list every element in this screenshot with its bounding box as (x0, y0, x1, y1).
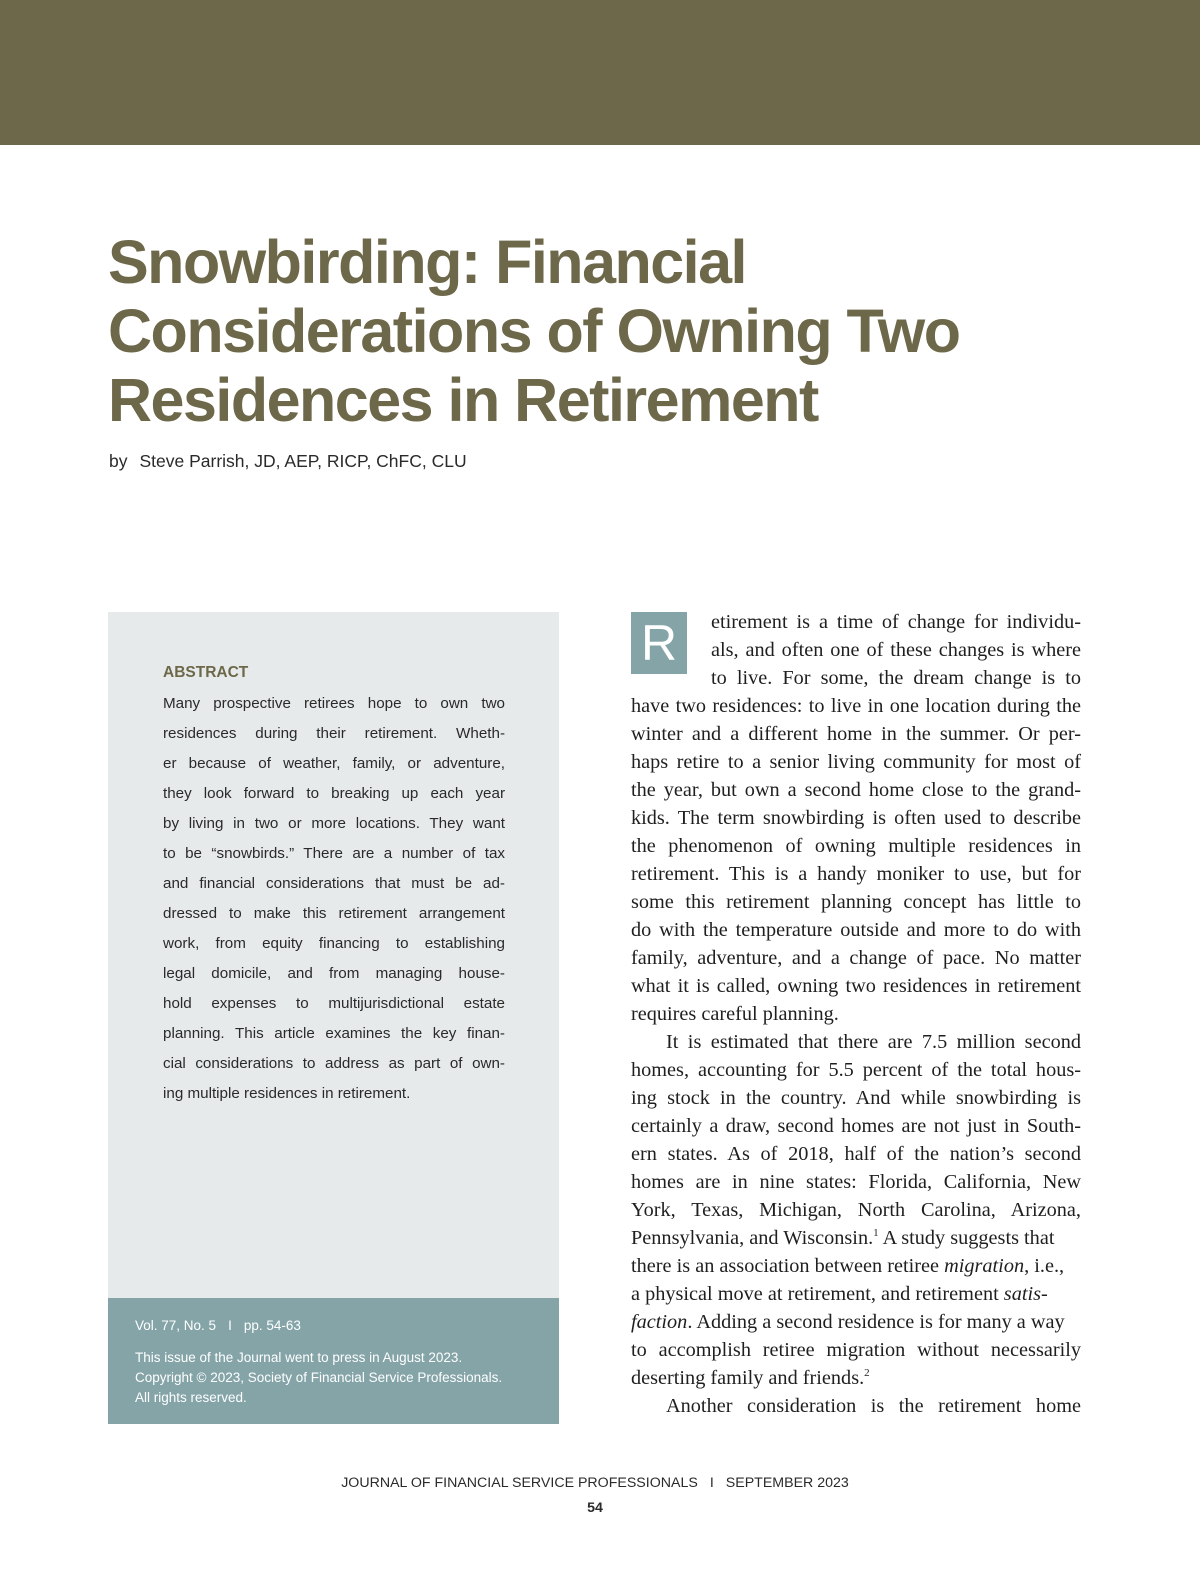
body-text: A study suggests that (878, 1227, 1055, 1249)
body-line: kids. The term snowbirding is often used to describe (631, 807, 1081, 829)
body-line: certainly a draw, second homes are not just in South- (631, 1115, 1081, 1137)
body-line: homes, accounting for 5.5 percent of the total hous- (631, 1059, 1081, 1081)
body-text: Pennsylvania, and Wisconsin. (631, 1227, 874, 1249)
abstract-line: by living in two or more locations. They want (163, 815, 505, 832)
separator: I (709, 1475, 714, 1491)
body-line: to accomplish retiree migration without necessarily (631, 1339, 1081, 1361)
body-line: als, and often one of these changes is where (711, 639, 1081, 661)
footnote-ref: 2 (864, 1367, 870, 1380)
emphasis-text: migration (944, 1255, 1025, 1277)
drop-cap: R (631, 612, 687, 674)
abstract-line: they look forward to breaking up each year (163, 785, 505, 802)
page-number: 54 (587, 1500, 603, 1516)
abstract-line: planning. This article examines the key finan- (163, 1025, 505, 1042)
abstract-line: ing multiple residences in retirement. (163, 1085, 411, 1102)
article-title (108, 228, 1058, 435)
abstract-line: legal domicile, and from managing house- (163, 965, 505, 982)
title-line: Considerations of Owning Two (108, 297, 960, 365)
abstract-line: hold expenses to multijurisdictional estate (163, 995, 505, 1012)
issue-line (135, 1318, 301, 1333)
body-line: It is estimated that there are 7.5 million second (666, 1031, 1081, 1053)
journal-name: JOURNAL OF FINANCIAL SERVICE PROFESSIONALS (341, 1475, 698, 1491)
abstract-line: er because of weather, family, or adventure, (163, 755, 505, 772)
press-note (135, 1348, 502, 1408)
page-range: pp. 54-63 (243, 1318, 301, 1333)
body-line: the year, but own a second home close to the grand- (631, 779, 1081, 801)
abstract-line: to be “snowbirds.” There are a number of tax (163, 845, 505, 862)
title-line: Snowbirding: Financial (108, 228, 746, 296)
body-line: haps retire to a senior living community for most of (631, 751, 1081, 773)
body-text: there is an association between retiree (631, 1255, 945, 1277)
press-line: This issue of the Journal went to press in August 2023. (135, 1350, 463, 1365)
abstract-heading: ABSTRACT (163, 664, 249, 681)
byline (109, 451, 467, 472)
body-line: have two residences: to live in one location during the (631, 695, 1081, 717)
copyright-line: Copyright © 2023, Society of Financial Service Professionals. (135, 1370, 503, 1385)
emphasis-text: satis- (1003, 1283, 1048, 1305)
header-color-band (0, 0, 1200, 145)
author-name: Steve Parrish, JD, AEP, RICP, ChFC, CLU (139, 451, 467, 471)
body-line: what it is called, owning two residences in retirement (631, 975, 1081, 997)
body-line: family, adventure, and a change of pace. No matter (631, 947, 1081, 969)
body-line: to live. For some, the dream change is to (711, 667, 1081, 689)
issue-date: SEPTEMBER 2023 (725, 1475, 849, 1491)
abstract-line: work, from equity financing to establishing (163, 935, 505, 952)
body-line: etirement is a time of change for individu- (711, 611, 1081, 633)
article-body (631, 608, 1081, 1420)
body-line: Another consideration is the retirement home (666, 1395, 1081, 1417)
abstract-line: cial considerations to address as part of own- (163, 1055, 505, 1072)
rights-line: All rights reserved. (135, 1390, 247, 1405)
body-line: ern states. As of 2018, half of the nation’s second (631, 1143, 1081, 1165)
abstract-line: dressed to make this retirement arrangement (163, 905, 505, 922)
body-line: winter and a different home in the summer. Or per- (631, 723, 1081, 745)
body-text: . Adding a second residence is for many a way (687, 1311, 1065, 1333)
volume-number: Vol. 77, No. 5 (135, 1318, 217, 1333)
abstract-box (108, 612, 559, 1298)
body-line (631, 1364, 1081, 1392)
separator: I (228, 1318, 232, 1333)
body-text: a physical move at retirement, and retirement (631, 1283, 1004, 1305)
body-line (631, 1224, 1081, 1252)
body-text: deserting family and friends. (631, 1367, 865, 1389)
emphasis-text: faction (631, 1311, 688, 1333)
body-line (631, 1308, 1081, 1336)
body-line: ing stock in the country. And while snowbirding is (631, 1087, 1081, 1109)
running-footer (0, 1475, 1190, 1491)
abstract-line: Many prospective retirees hope to own two (163, 695, 505, 712)
abstract-line: residences during their retirement. Wheth- (163, 725, 505, 742)
body-line: homes are in nine states: Florida, California, New (631, 1171, 1081, 1193)
title-line: Residences in Retirement (108, 366, 818, 434)
body-line: retirement. This is a handy moniker to use, but for (631, 863, 1081, 885)
footnote-ref: 1 (873, 1227, 879, 1240)
body-line (631, 1280, 1081, 1308)
body-line: the phenomenon of owning multiple residences in (631, 835, 1081, 857)
body-line: requires careful planning. (631, 1003, 839, 1025)
body-text: , i.e., (1024, 1255, 1065, 1277)
body-line (631, 1252, 1081, 1280)
abstract-line: and financial considerations that must be ad- (163, 875, 505, 892)
abstract-text (163, 689, 505, 1109)
body-line: York, Texas, Michigan, North Carolina, Arizona, (631, 1199, 1081, 1221)
body-line: do with the temperature outside and more to do with (631, 919, 1081, 941)
byline-prefix: by (109, 451, 128, 471)
body-line: some this retirement planning concept has little to (631, 891, 1081, 913)
issue-info-box (108, 1298, 559, 1424)
